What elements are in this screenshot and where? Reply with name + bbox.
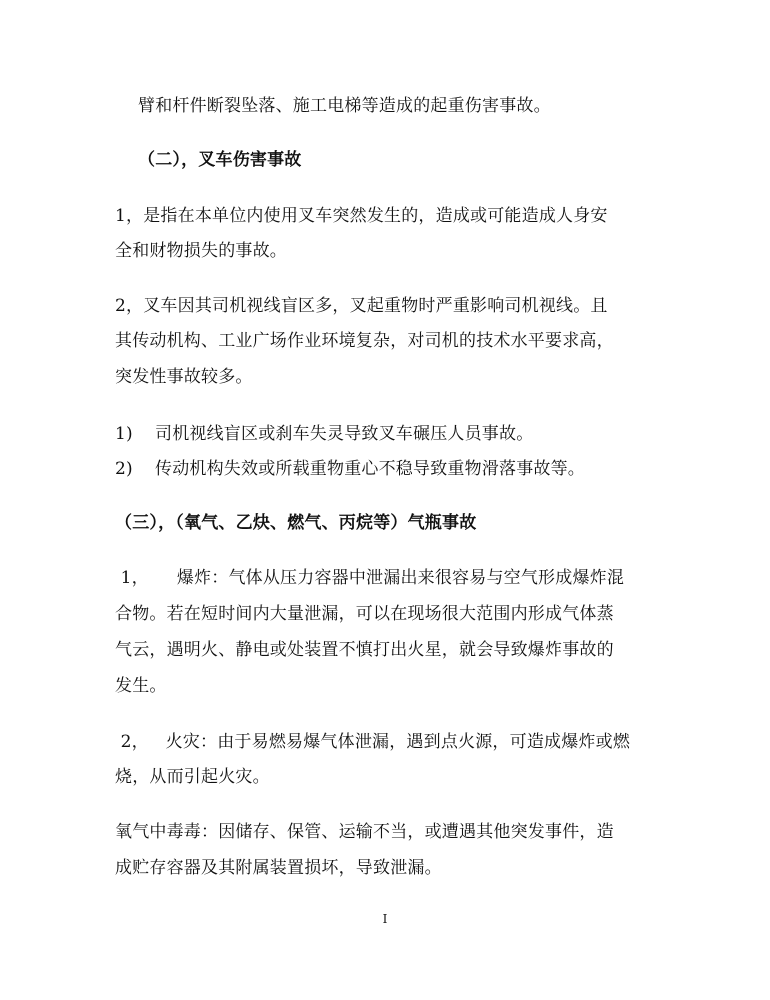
paragraph-line: 烧，从而引起火灾。 xyxy=(115,767,270,787)
list-item-number: 1) xyxy=(115,424,133,444)
paragraph-line: 1，是指在本单位内使用叉车突然发生的，造成或可能造成人身安 xyxy=(115,206,608,226)
paragraph-line: 2， 火灾：由于易燃易爆气体泄漏，遇到点火源，可造成爆炸或燃 xyxy=(115,732,631,752)
list-item-text: 传动机构失效或所载重物重心不稳导致重物滑落事故等。 xyxy=(155,459,585,479)
paragraph-line: 2，叉车因其司机视线盲区多，叉起重物时严重影响司机视线。且 xyxy=(115,296,608,316)
list-item-text: 司机视线盲区或刹车失灵导致叉车碾压人员事故。 xyxy=(155,424,534,444)
list-item xyxy=(115,423,533,445)
paragraph-line: 合物。若在短时间内大量泄漏，可以在现场很大范围内形成气体蒸 xyxy=(115,604,614,624)
list-item-number: 2) xyxy=(115,459,133,479)
section-heading-forklift: （二），叉车伤害事故 xyxy=(138,150,302,170)
page-number: I xyxy=(382,912,388,926)
paragraph-line: 发生。 xyxy=(115,676,167,696)
paragraph-line: 气云，遇明火、静电或处装置不慎打出火星，就会导致爆炸事故的 xyxy=(115,640,614,660)
paragraph-line: 成贮存容器及其附属装置损坏，导致泄漏。 xyxy=(115,858,442,878)
paragraph-line: 氧气中毒毒：因储存、保管、运输不当，或遭遇其他突发事件，造 xyxy=(115,822,614,842)
section-heading-gas-cylinder: （三），（氧气、乙炔、燃气、丙烷等）气瓶事故 xyxy=(115,513,477,533)
list-item xyxy=(115,458,585,480)
paragraph-line: 1， 爆炸：气体从压力容器中泄漏出来很容易与空气形成爆炸混 xyxy=(115,568,625,588)
paragraph-line: 其传动机构、工业广场作业环境复杂，对司机的技术水平要求高， xyxy=(115,331,614,351)
paragraph-line: 突发性事故较多。 xyxy=(115,367,253,387)
paragraph-line: 全和财物损失的事故。 xyxy=(115,241,287,261)
continuation-line: 臂和杆件断裂坠落、施工电梯等造成的起重伤害事故。 xyxy=(138,96,551,116)
